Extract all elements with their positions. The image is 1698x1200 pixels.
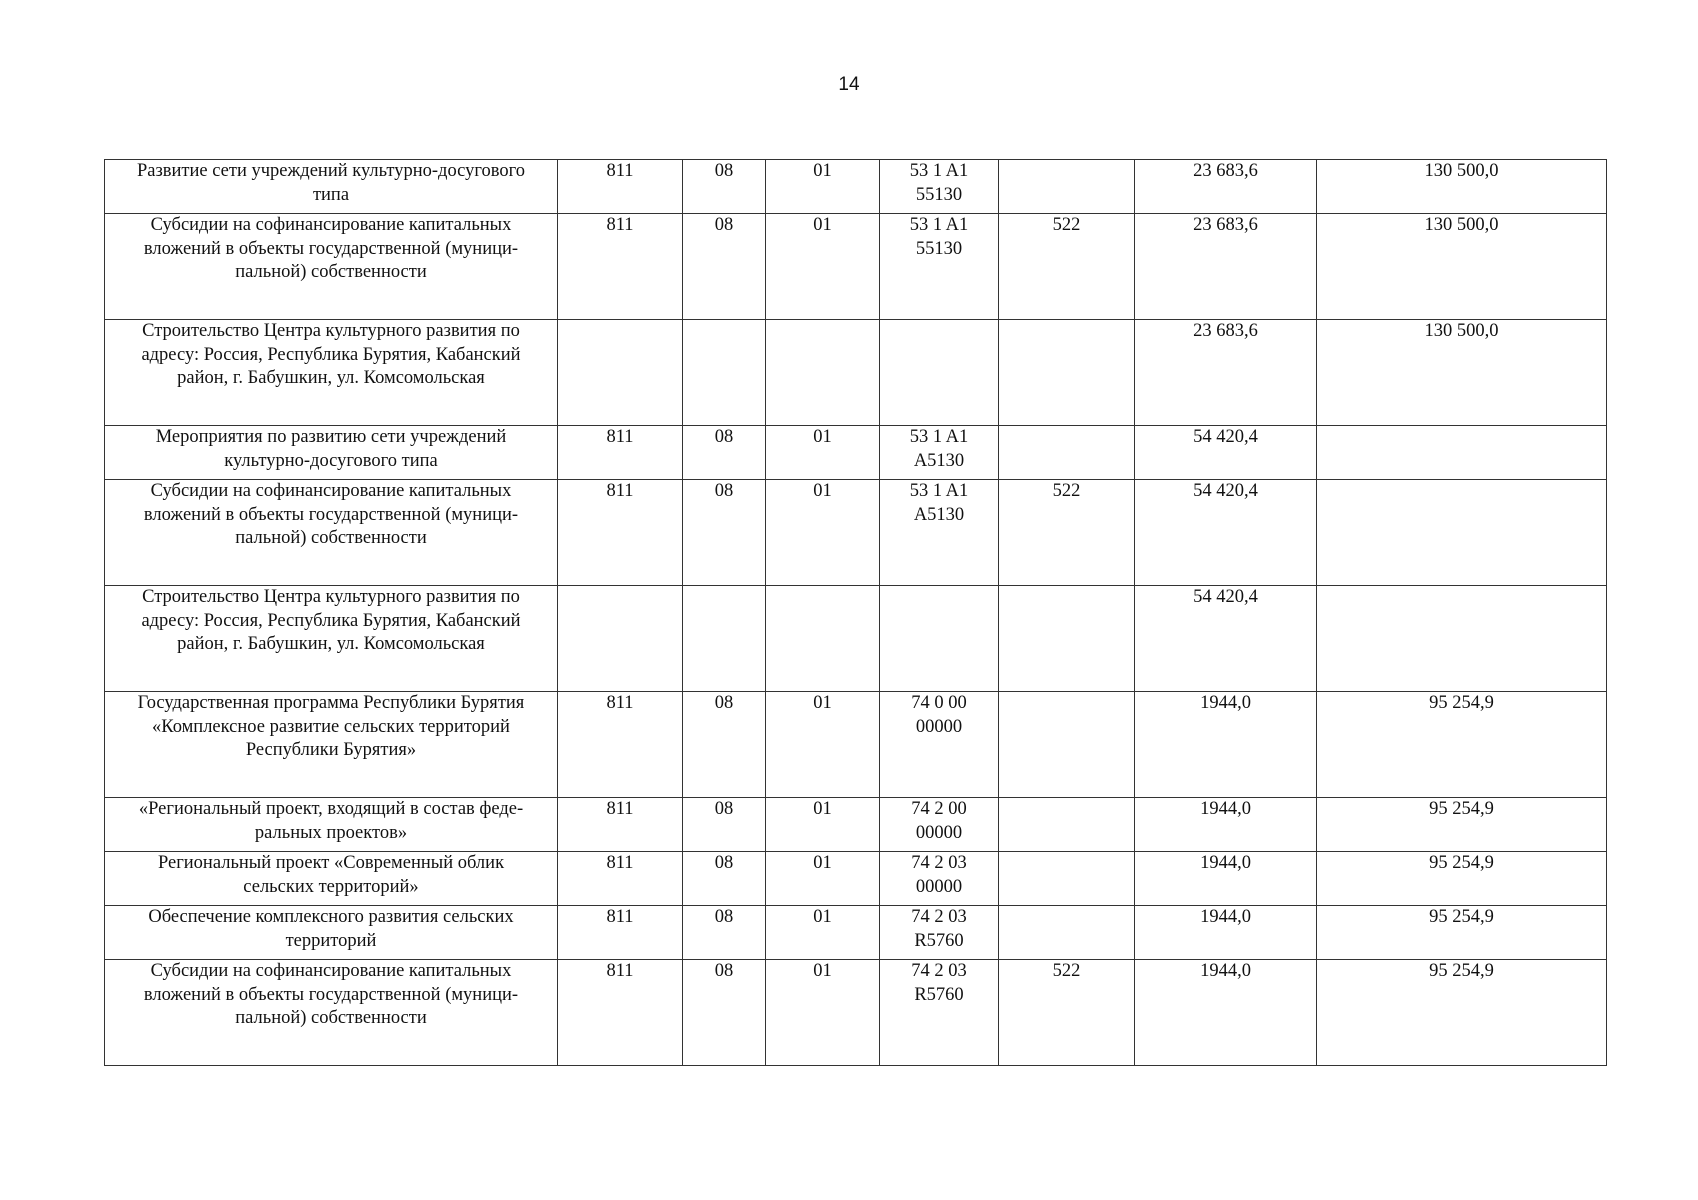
cell-name-line: район, г. Бабушкин, ул. Комсомольская	[177, 634, 485, 654]
cell-vr	[999, 160, 1135, 214]
cell-csr	[880, 160, 999, 214]
cell-rz: 08	[683, 798, 766, 852]
cell-gr: 811	[558, 692, 683, 798]
cell-csr-line: A5130	[913, 450, 965, 471]
cell-name-line: вложений в объекты государственной (муници-	[143, 238, 519, 259]
cell-sum1: 23 683,6	[1135, 160, 1317, 214]
cell-name-line: Обеспечение комплексного развития сельских	[148, 907, 514, 927]
cell-name	[105, 798, 558, 852]
cell-csr	[880, 426, 999, 480]
cell-sum2: 95 254,9	[1317, 960, 1607, 1066]
cell-name-line: Строительство Центра культурного развития по	[142, 321, 520, 341]
cell-name-line: пальной) собственности	[235, 1008, 427, 1028]
cell-vr	[999, 906, 1135, 960]
cell-sum1: 54 420,4	[1135, 426, 1317, 480]
cell-gr	[558, 586, 683, 692]
cell-name-line: типа	[312, 184, 350, 205]
cell-csr-line: 74 2 03	[911, 961, 967, 981]
cell-sum2	[1317, 586, 1607, 692]
cell-sum2	[1317, 480, 1607, 586]
cell-csr-line: 53 1 A1	[909, 481, 969, 501]
cell-sum2: 130 500,0	[1317, 320, 1607, 426]
cell-csr-line: 53 1 A1	[909, 215, 969, 235]
table-row	[105, 692, 1607, 798]
page-number: 14	[838, 74, 860, 95]
cell-name	[105, 960, 558, 1066]
cell-csr-line: A5130	[913, 504, 965, 525]
cell-name-line: Республики Бурятия»	[245, 740, 417, 760]
cell-name-line: Субсидии на софинансирование капитальных	[150, 481, 512, 501]
cell-name-line: территорий	[285, 930, 377, 951]
cell-name	[105, 320, 558, 426]
cell-rz: 08	[683, 426, 766, 480]
cell-sum2: 95 254,9	[1317, 692, 1607, 798]
cell-name-line: район, г. Бабушкин, ул. Комсомольская	[177, 368, 485, 388]
cell-vr: 522	[999, 480, 1135, 586]
cell-csr-line: 74 0 00	[911, 693, 967, 713]
cell-pr: 01	[766, 960, 880, 1066]
cell-gr: 811	[558, 960, 683, 1066]
cell-vr: 522	[999, 214, 1135, 320]
cell-sum1: 1944,0	[1135, 798, 1317, 852]
cell-name	[105, 586, 558, 692]
cell-csr	[880, 480, 999, 586]
cell-name	[105, 160, 558, 214]
cell-csr	[880, 960, 999, 1066]
cell-vr	[999, 426, 1135, 480]
cell-csr-line: 00000	[915, 716, 963, 737]
cell-rz: 08	[683, 480, 766, 586]
cell-name-line: Субсидии на софинансирование капитальных	[150, 215, 512, 235]
cell-pr: 01	[766, 692, 880, 798]
cell-csr-line: 74 2 03	[911, 907, 967, 927]
cell-gr: 811	[558, 852, 683, 906]
cell-name	[105, 906, 558, 960]
table-body	[105, 160, 1607, 1066]
cell-gr: 811	[558, 160, 683, 214]
cell-gr: 811	[558, 426, 683, 480]
cell-rz: 08	[683, 160, 766, 214]
budget-table	[104, 159, 1607, 1066]
cell-pr: 01	[766, 852, 880, 906]
cell-sum1: 54 420,4	[1135, 480, 1317, 586]
cell-pr	[766, 320, 880, 426]
cell-sum2	[1317, 426, 1607, 480]
table-row	[105, 160, 1607, 214]
cell-gr	[558, 320, 683, 426]
cell-name-line: пальной) собственности	[235, 528, 427, 548]
cell-name	[105, 214, 558, 320]
cell-vr	[999, 586, 1135, 692]
cell-csr-line: R5760	[914, 984, 964, 1005]
cell-csr	[880, 586, 999, 692]
table-row	[105, 320, 1607, 426]
cell-name-line: Развитие сети учреждений культурно-досугового	[136, 161, 525, 181]
cell-pr: 01	[766, 798, 880, 852]
cell-csr	[880, 852, 999, 906]
cell-name-line: Мероприятия по развитию сети учреждений	[155, 427, 507, 447]
cell-csr	[880, 214, 999, 320]
cell-pr: 01	[766, 426, 880, 480]
cell-vr	[999, 692, 1135, 798]
cell-name-line: вложений в объекты государственной (муници-	[143, 504, 519, 525]
cell-vr: 522	[999, 960, 1135, 1066]
cell-name-line: адресу: Россия, Республика Бурятия, Кабанский	[141, 610, 521, 631]
cell-csr-line: R5760	[914, 930, 964, 951]
cell-gr: 811	[558, 480, 683, 586]
table-row	[105, 214, 1607, 320]
cell-csr-line: 74 2 03	[911, 853, 967, 873]
cell-name-line: «Региональный проект, входящий в состав феде-	[138, 799, 524, 819]
table-row	[105, 798, 1607, 852]
cell-csr	[880, 798, 999, 852]
cell-name-line: сельских территорий»	[243, 876, 419, 897]
cell-sum2: 130 500,0	[1317, 214, 1607, 320]
cell-name	[105, 692, 558, 798]
cell-rz: 08	[683, 906, 766, 960]
cell-pr: 01	[766, 480, 880, 586]
cell-vr	[999, 852, 1135, 906]
cell-pr: 01	[766, 160, 880, 214]
cell-name-line: пальной) собственности	[235, 262, 427, 282]
cell-name	[105, 426, 558, 480]
cell-name-line: адресу: Россия, Республика Бурятия, Кабанский	[141, 344, 521, 365]
cell-gr: 811	[558, 798, 683, 852]
cell-rz: 08	[683, 214, 766, 320]
cell-rz: 08	[683, 692, 766, 798]
cell-name-line: Государственная программа Республики Бурятия	[137, 693, 525, 713]
cell-csr	[880, 906, 999, 960]
cell-name-line: культурно-досугового типа	[224, 450, 438, 471]
cell-name-line: Строительство Центра культурного развития по	[142, 587, 520, 607]
cell-csr-line: 53 1 A1	[909, 161, 969, 181]
cell-vr	[999, 320, 1135, 426]
cell-rz: 08	[683, 960, 766, 1066]
cell-csr-line: 53 1 A1	[909, 427, 969, 447]
table-row	[105, 586, 1607, 692]
cell-csr	[880, 692, 999, 798]
table-row	[105, 852, 1607, 906]
table-row	[105, 906, 1607, 960]
cell-csr-line: 00000	[915, 822, 963, 843]
cell-csr-line: 00000	[915, 876, 963, 897]
cell-sum1: 1944,0	[1135, 692, 1317, 798]
cell-sum2: 95 254,9	[1317, 798, 1607, 852]
cell-sum1: 23 683,6	[1135, 320, 1317, 426]
cell-sum2: 95 254,9	[1317, 906, 1607, 960]
cell-sum1: 1944,0	[1135, 906, 1317, 960]
table-row	[105, 426, 1607, 480]
cell-name-line: Региональный проект «Современный облик	[157, 853, 505, 873]
cell-sum2: 95 254,9	[1317, 852, 1607, 906]
cell-sum1: 23 683,6	[1135, 214, 1317, 320]
cell-rz: 08	[683, 852, 766, 906]
cell-sum1: 1944,0	[1135, 960, 1317, 1066]
cell-sum1: 1944,0	[1135, 852, 1317, 906]
cell-name	[105, 852, 558, 906]
cell-sum1: 54 420,4	[1135, 586, 1317, 692]
cell-gr: 811	[558, 906, 683, 960]
cell-gr: 811	[558, 214, 683, 320]
cell-name-line: «Комплексное развитие сельских территорий	[152, 716, 510, 737]
cell-vr	[999, 798, 1135, 852]
cell-rz	[683, 320, 766, 426]
cell-name	[105, 480, 558, 586]
cell-name-line: вложений в объекты государственной (муници-	[143, 984, 519, 1005]
cell-pr	[766, 586, 880, 692]
cell-name-line: ральных проектов»	[254, 822, 408, 843]
table-row	[105, 480, 1607, 586]
cell-csr-line: 74 2 00	[911, 799, 967, 819]
cell-sum2: 130 500,0	[1317, 160, 1607, 214]
cell-csr-line: 55130	[915, 184, 963, 205]
cell-pr: 01	[766, 214, 880, 320]
cell-pr: 01	[766, 906, 880, 960]
cell-name-line: Субсидии на софинансирование капитальных	[150, 961, 512, 981]
cell-csr	[880, 320, 999, 426]
table-row	[105, 960, 1607, 1066]
cell-rz	[683, 586, 766, 692]
cell-csr-line: 55130	[915, 238, 963, 259]
